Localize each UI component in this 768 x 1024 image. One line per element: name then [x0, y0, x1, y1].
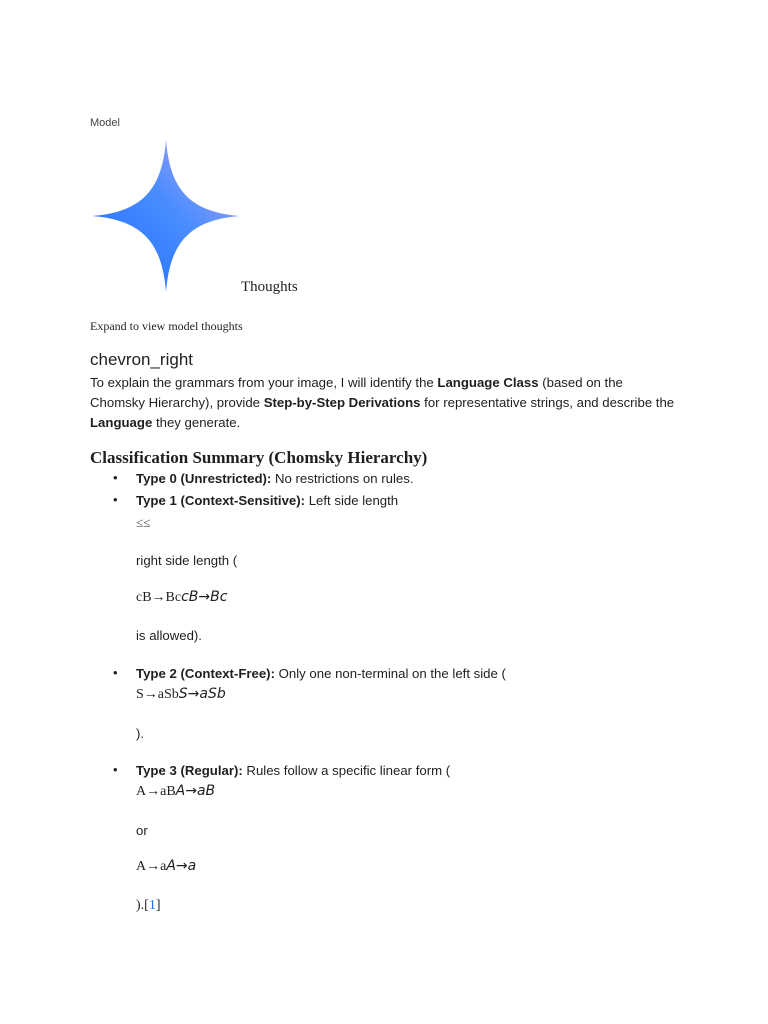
- list-item-type1: [136, 493, 398, 508]
- item-label: Type 0 (Unrestricted):: [136, 471, 272, 486]
- math-italic: S→aSb: [178, 686, 226, 702]
- item-text: Only one non-terminal on the left side (: [274, 666, 506, 681]
- item-text: ).[: [136, 898, 149, 913]
- intro-text: they generate.: [152, 415, 241, 430]
- intro-text: (based on the Chomsky Hierarchy), provide: [90, 375, 623, 410]
- thoughts-title: Thoughts: [241, 279, 298, 295]
- item-text: No restrictions on rules.: [271, 471, 414, 486]
- item-text: Left side length: [305, 493, 399, 508]
- expand-thoughts-link[interactable]: Expand to view model thoughts: [90, 319, 243, 333]
- item-label: Type 1 (Context-Sensitive):: [136, 493, 306, 508]
- math-italic: A→a: [166, 858, 197, 874]
- citation-link[interactable]: 1: [148, 898, 156, 913]
- item-text: ]: [155, 898, 161, 913]
- math-expression: [136, 858, 196, 875]
- math-italic: cB→Bc: [181, 589, 228, 605]
- math-expression: [136, 686, 226, 703]
- chevron-right-icon[interactable]: chevron_right: [90, 350, 194, 369]
- item-text: or: [136, 823, 148, 838]
- math-leq: ≤≤: [136, 515, 151, 530]
- math-italic: A→aB: [175, 783, 216, 799]
- bullet-dot: •: [113, 762, 118, 777]
- math-plain: S→aSb: [136, 687, 179, 702]
- math-expression: [136, 589, 227, 606]
- item-label: Type 3 (Regular):: [136, 763, 243, 778]
- list-item-type0: [136, 471, 414, 486]
- math-expression: [136, 783, 215, 800]
- gemini-sparkle-icon: [92, 140, 240, 292]
- list-item-type3: [136, 763, 450, 778]
- math-plain: A→aB: [136, 784, 176, 799]
- item-text: is allowed).: [136, 628, 202, 643]
- item-text: Rules follow a specific linear form (: [242, 763, 451, 778]
- item-text: ).: [136, 726, 145, 741]
- intro-bold: Step-by-Step Derivations: [263, 395, 421, 410]
- item-label: Type 2 (Context-Free):: [136, 666, 275, 681]
- section-heading: Classification Summary (Chomsky Hierarchy): [90, 448, 428, 467]
- bullet-dot: •: [113, 665, 118, 680]
- bullet-dot: •: [113, 492, 118, 507]
- model-label: Model: [90, 117, 120, 129]
- item-text: right side length (: [136, 553, 238, 568]
- intro-bold: Language: [90, 415, 153, 430]
- math-plain: cB→Bc: [136, 590, 182, 605]
- bullet-dot: •: [113, 470, 118, 485]
- intro-text: for representative strings, and describe the: [420, 395, 675, 410]
- intro-paragraph: [90, 373, 680, 433]
- citation-line: [136, 898, 161, 914]
- intro-text: To explain the grammars from your image, I will identify the: [90, 375, 438, 390]
- math-plain: A→a: [136, 859, 167, 874]
- list-item-type2: [136, 666, 506, 681]
- intro-bold: Language Class: [437, 375, 539, 390]
